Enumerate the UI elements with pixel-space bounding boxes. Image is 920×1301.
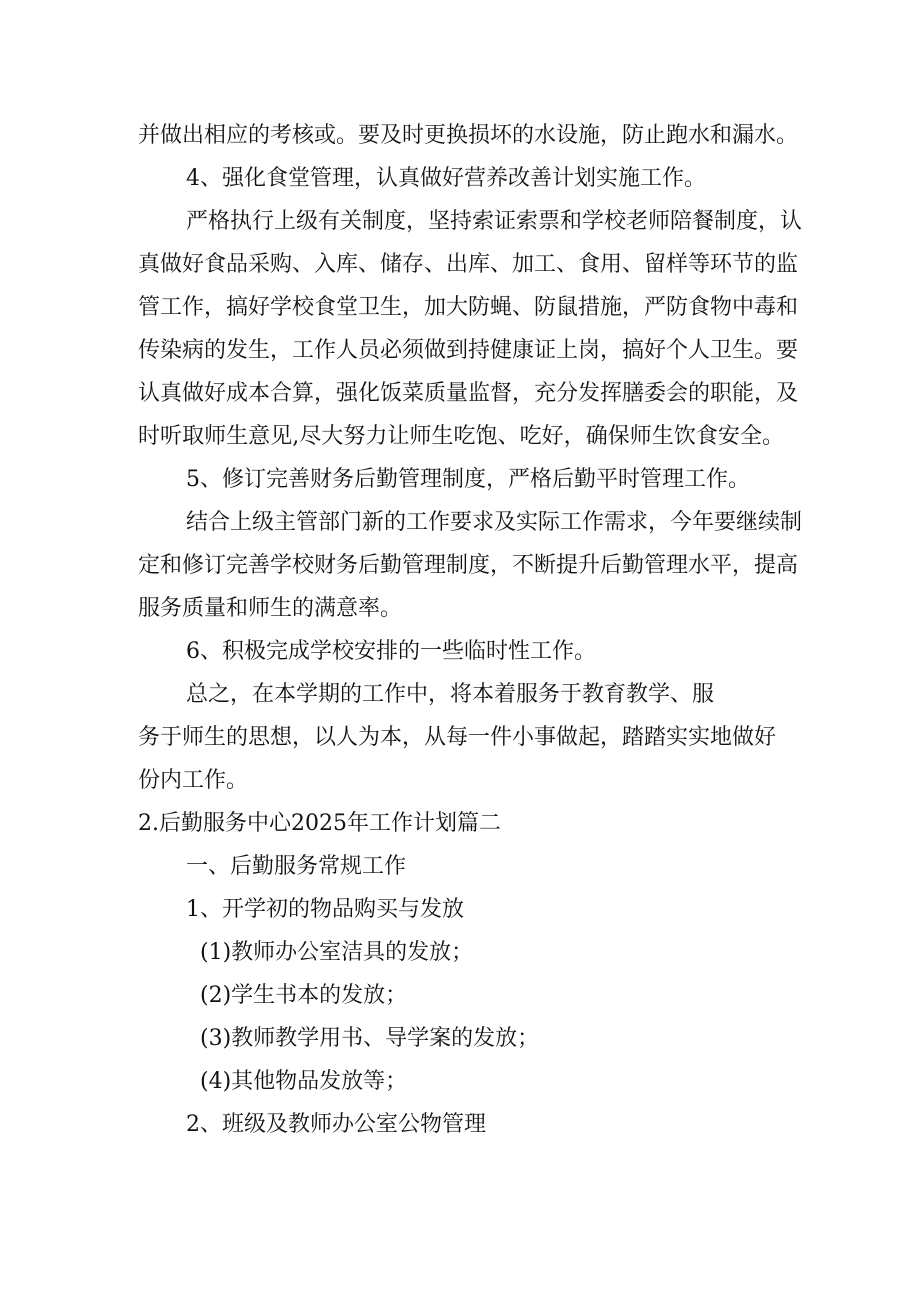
paragraph-line: 份内工作。 xyxy=(138,768,249,793)
list-item: (4)其他物品发放等； xyxy=(200,1069,408,1094)
paragraph-line: 传染病的发生，工作人员必须做到持健康证上岗，搞好个人卫生。要 xyxy=(138,338,799,363)
paragraph-line: 管工作，搞好学校食堂卫生，加大防蝇、防鼠措施，严防食物中毒和 xyxy=(138,295,799,320)
paragraph-line: 认真做好成本合算，强化饭菜质量监督，充分发挥膳委会的职能，及 xyxy=(138,381,799,406)
list-item: (1)教师办公室洁具的发放； xyxy=(200,940,474,965)
text-line: 并做出相应的考核或。要及时更换损坏的水设施，防止跑水和漏水。 xyxy=(138,123,799,148)
subsection-heading: 2、班级及教师办公室公物管理 xyxy=(186,1112,486,1137)
paragraph-line: 服务质量和师生的满意率。 xyxy=(138,596,403,621)
section-heading: 4、强化食堂管理，认真做好营养改善计划实施工作。 xyxy=(186,166,706,191)
paragraph-line: 务于师生的思想，以人为本，从每一件小事做起，踏踏实实地做好 xyxy=(138,725,777,750)
subsection-heading: 1、开学初的物品购买与发放 xyxy=(186,897,464,922)
list-item: (2)学生书本的发放； xyxy=(200,983,408,1008)
paragraph-line: 时听取师生意见,尽大努力让师生吃饱、吃好，确保师生饮食安全。 xyxy=(138,424,784,449)
section-heading: 一、后勤服务常规工作 xyxy=(186,854,407,879)
paragraph-line: 严格执行上级有关制度，坚持索证索票和学校老师陪餐制度，认 xyxy=(186,209,803,234)
section-heading: 5、修订完善财务后勤管理制度，严格后勤平时管理工作。 xyxy=(186,467,750,492)
paragraph-line: 结合上级主管部门新的工作要求及实际工作需求，今年要继续制 xyxy=(186,510,803,535)
paragraph-line: 真做好食品采购、入库、储存、出库、加工、食用、留样等环节的监 xyxy=(138,252,799,277)
list-item: (3)教师教学用书、导学案的发放； xyxy=(200,1026,540,1051)
section-heading: 6、积极完成学校安排的一些临时性工作。 xyxy=(186,639,596,664)
paragraph-line: 定和修订完善学校财务后勤管理制度，不断提升后勤管理水平，提高 xyxy=(138,553,799,578)
chapter-title: 2.后勤服务中心2025年工作计划篇二 xyxy=(138,811,501,836)
paragraph-line: 总之，在本学期的工作中，将本着服务于教育教学、服 xyxy=(186,682,715,707)
